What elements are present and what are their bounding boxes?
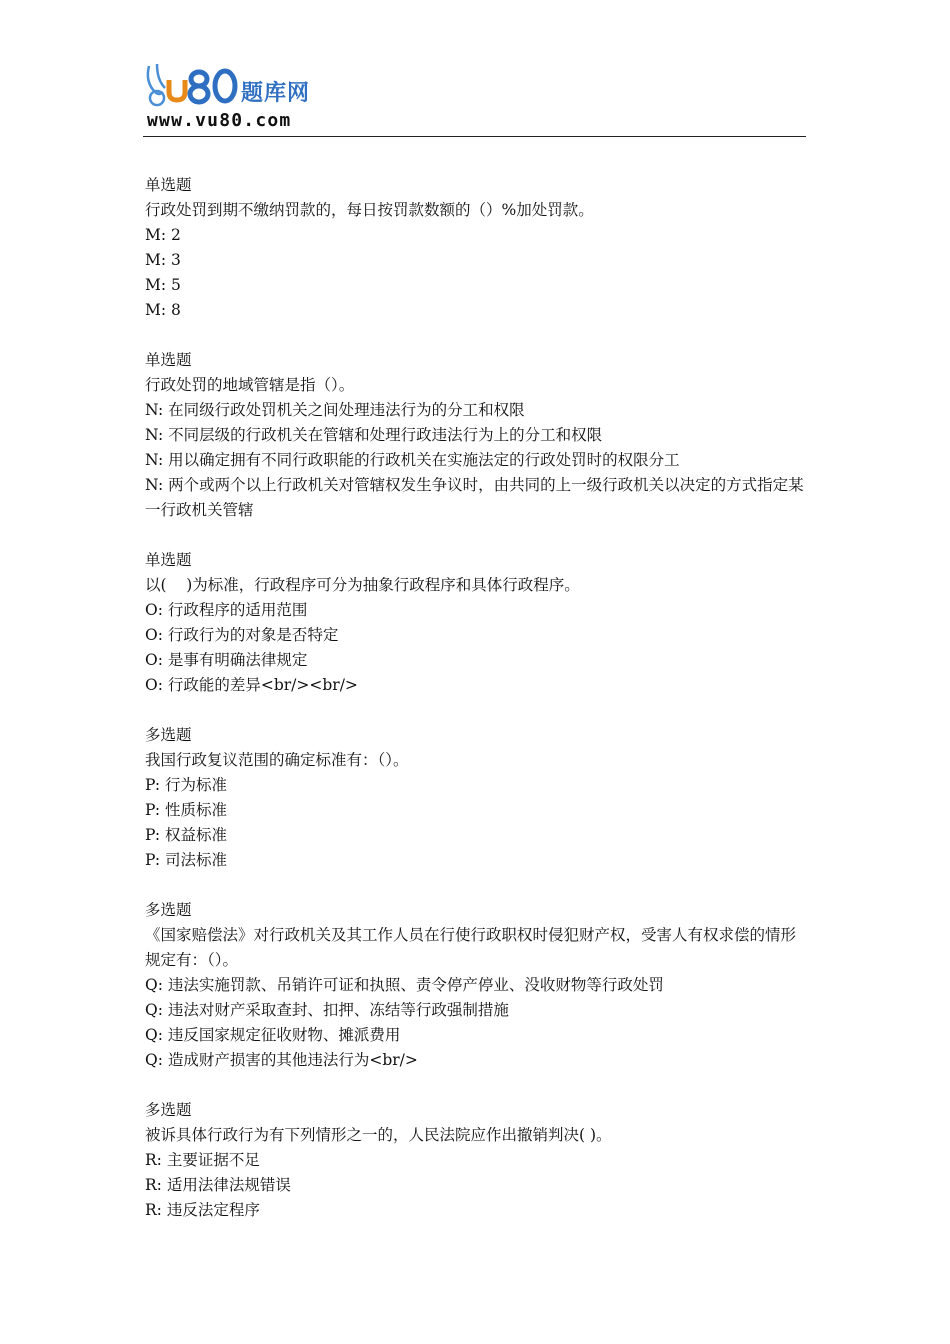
answer-option: O: 行政能的差异<br/><br/> bbox=[145, 676, 358, 694]
question-stem: 被诉具体行政行为有下列情形之一的，人民法院应作出撤销判决( )。 bbox=[145, 1126, 612, 1144]
answer-option: M: 5 bbox=[145, 276, 181, 294]
question-stem: 我国行政复议范围的确定标准有：（）。 bbox=[145, 751, 409, 769]
question-stem: 行政处罚的地域管辖是指（）。 bbox=[145, 376, 355, 394]
answer-option: N: 在同级行政处罚机关之间处理违法行为的分工和权限 bbox=[145, 401, 525, 419]
logo-chinese-text: 题库网 bbox=[241, 81, 311, 106]
question-block bbox=[145, 723, 810, 873]
question-block bbox=[145, 348, 810, 523]
answer-option: O: 行政程序的适用范围 bbox=[145, 601, 308, 619]
answer-option: P: 司法标准 bbox=[145, 851, 228, 869]
answer-option: M: 3 bbox=[145, 251, 181, 269]
answer-option: O: 行政行为的对象是否特定 bbox=[145, 626, 339, 644]
site-url[interactable]: www.vu80.com bbox=[147, 110, 292, 131]
question-block bbox=[145, 548, 810, 698]
answer-option: O: 是事有明确法律规定 bbox=[145, 651, 308, 669]
answer-option: N: 不同层级的行政机关在管辖和处理行政违法行为上的分工和权限 bbox=[145, 426, 603, 444]
page-header bbox=[143, 62, 806, 137]
question-list bbox=[145, 173, 810, 1248]
question-type: 多选题 bbox=[145, 901, 192, 919]
question-type: 单选题 bbox=[145, 176, 192, 194]
answer-option: R: 主要证据不足 bbox=[145, 1151, 260, 1169]
answer-option: P: 性质标准 bbox=[145, 801, 228, 819]
answer-option: R: 适用法律法规错误 bbox=[145, 1176, 291, 1194]
question-block bbox=[145, 1098, 810, 1223]
question-type: 单选题 bbox=[145, 551, 192, 569]
answer-option: Q: 违法对财产采取查封、扣押、冻结等行政强制措施 bbox=[145, 1001, 509, 1019]
question-type: 多选题 bbox=[145, 726, 192, 744]
answer-option: P: 行为标准 bbox=[145, 776, 228, 794]
vu80-logo bbox=[143, 62, 343, 134]
answer-option: R: 违反法定程序 bbox=[145, 1201, 260, 1219]
answer-option: Q: 违法实施罚款、吊销许可证和执照、责令停产停业、没收财物等行政处罚 bbox=[145, 976, 664, 994]
question-stem: 以( )为标准，行政程序可分为抽象行政程序和具体行政程序。 bbox=[145, 576, 580, 594]
answer-option: Q: 造成财产损害的其他违法行为<br/> bbox=[145, 1051, 418, 1069]
answer-option: N: 两个或两个以上行政机关对管辖权发生争议时，由共同的上一级行政机关以决定的方式指定某一行政机关管辖 bbox=[145, 476, 804, 519]
question-block bbox=[145, 173, 810, 323]
question-block bbox=[145, 898, 810, 1073]
answer-option: M: 2 bbox=[145, 226, 181, 244]
question-type: 单选题 bbox=[145, 351, 192, 369]
question-type: 多选题 bbox=[145, 1101, 192, 1119]
answer-option: Q: 违反国家规定征收财物、摊派费用 bbox=[145, 1026, 401, 1044]
question-stem: 《国家赔偿法》对行政机关及其工作人员在行使行政职权时侵犯财产权，受害人有权求偿的情形规定有：（）。 bbox=[145, 926, 797, 969]
answer-option: N: 用以确定拥有不同行政职能的行政机关在实施法定的行政处罚时的权限分工 bbox=[145, 451, 680, 469]
answer-option: M: 8 bbox=[145, 301, 181, 319]
answer-option: P: 权益标准 bbox=[145, 826, 228, 844]
question-stem: 行政处罚到期不缴纳罚款的，每日按罚款数额的（）%加处罚款。 bbox=[145, 201, 594, 219]
